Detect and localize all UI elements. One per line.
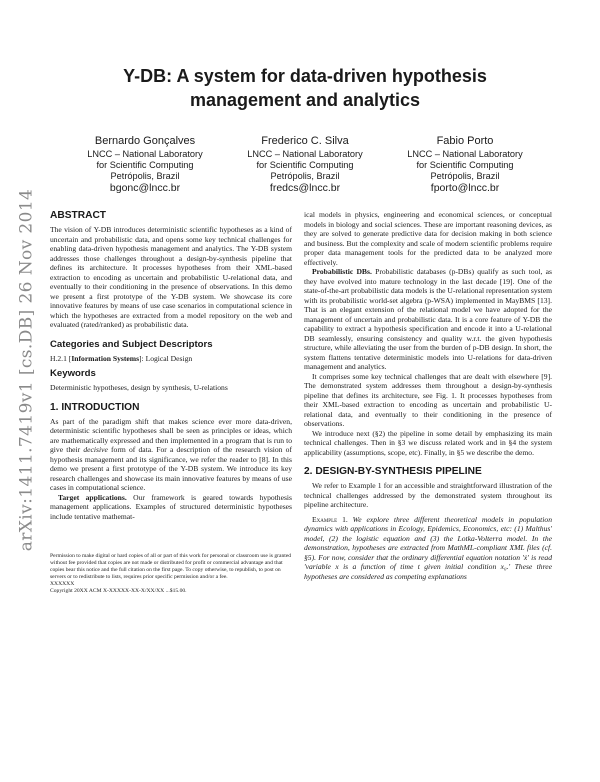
author-3 (390, 135, 540, 195)
abstract-heading: ABSTRACT (50, 210, 107, 221)
author-name: Frederico C. Silva (261, 135, 349, 147)
arxiv-stamp-text: arXiv:1411.7419v1 [cs.DB] 26 Nov 2014 (16, 188, 37, 552)
author-1 (70, 135, 220, 195)
example-1: Example 1. We explore three different theoretical models in population dynamics with applications in Ecology, Epidemics, Economics, etc: (1) Malthus' model, (2) the logistic equation and (3) the Lotka-Volterra model. In the demonstration, hypotheses are extracted from MathML-compliant XML files (cf. §5). For now, consider that the ordinary differential equation notation 'ẋ' is read 'variable x is a function of time t given initial condition x₀.' These three hypotheses are considered as competing explanations (304, 514, 552, 581)
body-paragraph: Probabilistic DBs. Probabilistic databases (p-DBs) qualify as such tool, as they have evolved into mature technology in the last decade [19]. One of the state-of-the-art probabilistic data models is the U-relational representation system with its probabilistic world-set algebra (p-WSA) implemented in MayBMS [13]. That is an elegant extension of the relational model we have adopted for the management of uncertain and probabilistic data. It is a core feature of Υ-DB the capability to extract a hypothesis specification and encode it into a U-relational DB seamlessly, ensuring consistency and quality w.r.t. the given hypothesis structure, while alleviating the user from the burden of p-DB design. In short, the system flattens tentative deterministic models into U-relations for data-driven management and analytics. (304, 267, 552, 371)
author-affiliation: for Scientific Computing (416, 160, 514, 170)
author-city: Petrópolis, Brazil (270, 171, 340, 181)
author-email: fporto@lncc.br (430, 182, 500, 194)
author-email: bgonc@lncc.br (109, 182, 181, 194)
keywords-heading: Keywords (50, 368, 96, 379)
author-email: fredcs@lncc.br (269, 182, 341, 194)
author-name: Bernardo Gonçalves (94, 135, 196, 147)
keywords-text: Deterministic hypotheses, design by synthesis, U-relations (50, 383, 228, 392)
body-paragraph: We introduce next (§2) the pipeline in some detail by emphasizing its main technical challenges. Then in §3 we discuss related work and in §4 the system applicability (assumptions, scope, etc). Finally, in §5 we describe the demo. (304, 428, 552, 457)
categories-text: H.2.1 [Information Systems]: Logical Design (50, 353, 193, 363)
intro-paragraph-2: Target applications. Our framework is geared towards hypothesis management applications. Examples of structured deterministic hypotheses include tentative mathemat- (50, 492, 292, 521)
author-affiliation: for Scientific Computing (256, 160, 354, 170)
permission-footnote: Permission to make digital or hard copies of all or part of this work for personal or classroom use is granted without fee provided that copies are not made or distributed for profit or commercial advantage and that copies bear this notice and the full citation on the first page. To copy otherwise, to republish, to post on servers or to redistribute to lists, requires prior specific permission and/or a fee. XXXXXX Copyright 20XX ACM X-XXXXX-XX-X/XX/XX ...$15.00. (50, 553, 292, 594)
author-city: Petrópolis, Brazil (110, 171, 180, 181)
left-column (50, 210, 292, 595)
author-affiliation: LNCC – National Laboratory (247, 149, 363, 159)
author-block (70, 135, 540, 195)
author-affiliation: for Scientific Computing (96, 160, 194, 170)
author-affiliation: LNCC – National Laboratory (87, 149, 203, 159)
arxiv-stamp (6, 160, 46, 580)
section-2-heading: 2. DESIGN-BY-SYNTHESIS PIPELINE (304, 466, 482, 477)
author-city: Petrópolis, Brazil (430, 171, 500, 181)
body-paragraph: It comprises some key technical challenges that are dealt with elsewhere [9]. The demonstrated system addresses them throughout a design-by-synthesis pipeline that defines its architecture, see Fig. 1. It processes hypotheses from their XML-based extraction to encoding as uncertain and probabilistic U-relational data, and eventually to their conditioning in the presence of observations. (304, 371, 552, 428)
body-paragraph: ical models in physics, engineering and economical sciences, or conceptual models in biology and social sciences. These are important reasoning devices, as they are solved to generate predictive data for decision making in both science and business. But the complexity and scale of modern scientific problems require proper data management tools for the predicted data to be analyzed more effectively. (304, 210, 552, 267)
right-column (304, 210, 552, 581)
paper-title: Υ-DB: A system for data-driven hypothesis management and analytics (123, 66, 487, 110)
author-affiliation: LNCC – National Laboratory (407, 149, 523, 159)
author-2 (230, 135, 380, 195)
categories-heading: Categories and Subject Descriptors (50, 338, 213, 350)
body-paragraph: We refer to Example 1 for an accessible and straightforward illustration of the technical challenges addressed by the demonstrated system throughout its pipeline architecture. (304, 481, 552, 509)
intro-paragraph: As part of the paradigm shift that makes science ever more data-driven, deterministic scientific hypotheses shall be seen as principles or ideas, which are mathematically expressed and then implemented in a program that is run to give their decisive form of data. For a description of the research vision of hypothesis management and its significance, we refer the reader to [8]. In this demo we present a first prototype of the Υ-DB system. We introduce its key research challenges and showcase its main innovative features by means of use cases in computational science. (50, 416, 292, 492)
abstract-text: The vision of Υ-DB introduces deterministic scientific hypotheses as a kind of uncertain and probabilistic data, and opens some key technical challenges for enabling data-driven hypothesis management and analytics. The Υ-DB system addresses those challenges throughout a design-by-synthesis pipeline that defines its architecture. It processes hypotheses from their XML-based extraction to encoding as uncertain and probabilistic U-relational data, and eventually to their conditioning in the presence of observations. In this demo we present a first prototype of the Υ-DB system. We showcase its core innovative features by means of use case scenarios in computational science in which the hypotheses are extracted from a model repository on the web and evaluated (rated/ranked) as probabilistic data. (50, 225, 292, 329)
intro-heading: 1. INTRODUCTION (50, 401, 140, 413)
author-name: Fabio Porto (436, 135, 494, 147)
